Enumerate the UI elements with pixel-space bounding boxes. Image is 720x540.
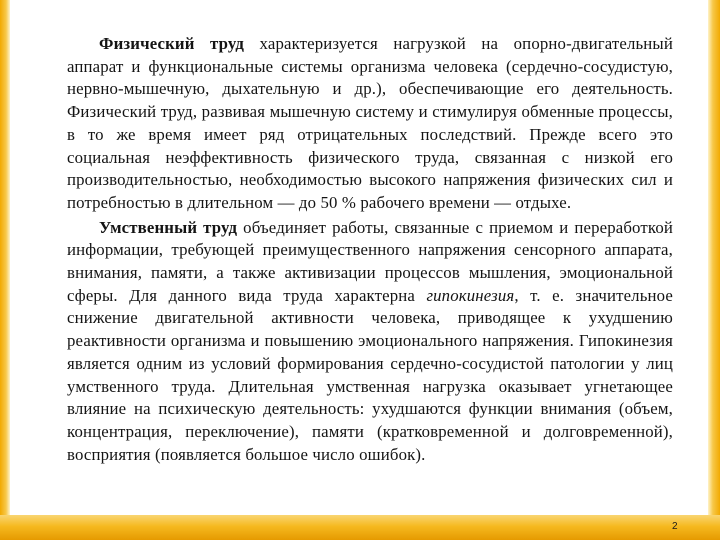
mental-labor-text-end: , т. е. значительное снижение двигательной активности человека, приводящее к ухудшению реактивности организма и повышению эмоционального напряжения. Гипокинезия является одним из условий формирования сердечно-сосудистой патологии у лиц умственного труда. Длительная умственная нагрузка оказывает угнетающее влияние на психическую деятельность: ухудшаются функции внимания (объем, концентрация, переключение), памяти (кратковременной и долговременной), восприятия (появляется большое число ошибок).: [67, 285, 673, 464]
left-decorative-band: [0, 0, 10, 540]
page-number: 2: [672, 521, 678, 532]
physical-labor-term: Физический труд: [99, 34, 245, 53]
mental-labor-paragraph: [67, 217, 673, 467]
right-decorative-band: [708, 0, 720, 540]
mental-labor-text-start: объединяет работы, связанные с приемом и переработкой информации, требующей преимущественного напряжения сенсорного аппарата, внимания, памяти, а также активизации процессов мышления, эмоциональной сферы. Для данного вида труда характерна: [67, 217, 673, 305]
hypokinesia-term: гипокинезия: [426, 285, 515, 305]
slide-body: [67, 33, 673, 466]
bottom-decorative-band: [0, 515, 720, 540]
physical-labor-paragraph: [67, 33, 673, 215]
physical-labor-text: характеризуется нагрузкой на опорно-двигательный аппарат и функциональные системы организма человека (сердечно-сосудистую, нервно-мышечную, дыхательную и др.), обеспечивающие его деятельность. Физический труд, развивая мышечную систему и стимулируя обменные процессы, в то же время имеет ряд отрицательных последствий. Прежде всего это социальная неэффективность физического труда, связанная с низкой его производительностью, необходимостью высокого напряжения физических сил и потребностью в длительном — до 50 % рабочего времени — отдыхе.: [67, 34, 673, 212]
mental-labor-term: Умственный труд: [99, 217, 238, 237]
